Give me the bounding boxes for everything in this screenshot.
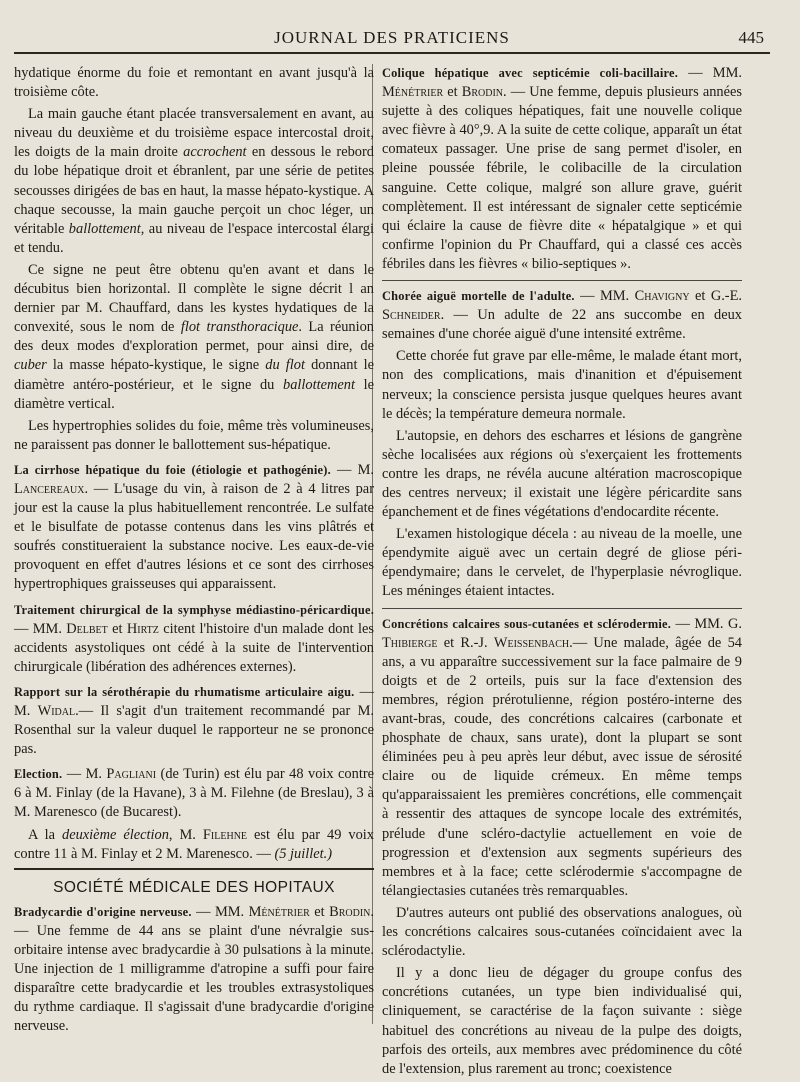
article-title: Rapport sur la sérothérapie du rhumatisme articulaire aigu. xyxy=(14,684,355,699)
article-title: Chorée aiguë mortelle de l'adulte. xyxy=(382,289,575,304)
page-number: 445 xyxy=(738,28,764,47)
author: Hirtz xyxy=(126,620,159,637)
article-title: Bradycardie d'origine nerveuse. xyxy=(14,904,192,919)
author: Brodin xyxy=(329,903,371,920)
paragraph: hydatique énorme du foie et remontant en avant jusqu'à la troisième côte. xyxy=(14,65,374,101)
paragraph: L'autopsie, en dehors des escharres et lésions de gangrène sèche localisées aux régions où s'exerçaient les frottements contre les draps, ne révéla aucune altération macroscopique des centres nerveux; il existait une légère péricardite sans épanchement et de fines végétations d'endocardite récente. xyxy=(382,427,742,521)
paragraph: Il y a donc lieu de dégager du groupe confus des concrétions cutanées, un type bien individualisé qui, cliniquement, se caractérise de la façon suivante : siège habituel des concrétions au niveau de la pulpe des doigts, parfois des orteils, aux membres avec prédominence du côté de l'extension, plus rarement au tronc; coexistence xyxy=(382,965,742,1077)
journal-title: JOURNAL DES PRATICIENS xyxy=(274,28,510,47)
author: Thibierge xyxy=(382,634,438,651)
article-separator xyxy=(382,280,742,281)
article-title: Election. xyxy=(14,767,63,782)
article-separator xyxy=(382,608,742,609)
paragraph: A la deuxième élection, M. Filehne est élu par 49 voix contre 11 à M. Finlay et 2 M. Marenesco. — (5 juillet.) xyxy=(14,826,374,862)
paragraph: Cette chorée fut grave par elle-même, le malade étant mort, non des complications, mais d'inanition et d'épuisement nerveux; la conscience persista jusque quelques heures avant le décès; la température demeura normale. xyxy=(382,348,742,422)
author: Weissenbach xyxy=(493,634,570,651)
article-election: Election. — M. Pagliani (de Turin) est élu par 48 voix contre 6 à M. Finlay (de la Havane), 3 à M. Filehne (de Breslau), 3 à M. Marenesco (de Bucarest). xyxy=(14,766,374,821)
author: Pagliani xyxy=(106,766,157,783)
author: Lancereaux xyxy=(14,480,85,497)
paragraph: L'examen histologique décela : au niveau de la moelle, une épendymite aiguë avec un certain degré de gliose péri-épendymaire; dans le cervelet, de l'hyperplasie névroglique. Les méninges étaient intactes. xyxy=(382,526,742,600)
article-cirrhose: La cirrhose hépatique du foie (étiologie et pathogénie). — M. Lancereaux. — L'usage du vin, à raison de 2 à 4 litres par jour est la cause la plus habituellement rencontrée. Le sulfate et le bisulfate de potasse contenus dans les vins plâtrés et soufrés constitueraient la substance nocive. Les eaux-de-vie provoquent en effet d'autres lésions et ce sont des cirrhoses hypertrophiques graisseuses qui apparaissent. xyxy=(14,461,374,593)
paragraph: La main gauche étant placée transversalement en avant, au niveau du deuxième et du troisième espace intercostal droit, les doigts de la main droite accrochent en dessous le rebord du lobe hépatique droit et ébranlent, par une série de petites secousses dirigées de bas en haut, la masse hépato-kystique. A chaque secousse, la main gauche perçoit un choc léger, un véritable ballottement, au niveau de l'espace intercostal élargi et tendu. xyxy=(14,106,374,256)
society-heading: SOCIÉTÉ MÉDICALE DES HOPITAUX xyxy=(53,878,335,896)
author: Delbet xyxy=(66,620,108,637)
author: Ménétrier xyxy=(248,903,310,920)
author: Schneider xyxy=(382,307,441,324)
author: Widal xyxy=(37,703,76,719)
author: Brodin xyxy=(461,84,504,101)
article-symphyse: Traitement chirurgical de la symphyse médiastino-péricardique. — MM. Delbet et Hirtz citent l'histoire d'un malade dont les accidents asystoliques ont cédé à la suite de l'intervention chirurgicale (libération des adhérences externes). xyxy=(14,602,374,675)
running-header xyxy=(14,26,770,54)
paragraph: Ce signe ne peut être obtenu qu'en avant et dans le décubitus bien horizontal. Il complète le signe décrit l an dernier par M. Chauffard, dans les kystes hydatiques de la convexité, sous le nom de flot transthoracique. La réunion des deux modes d'exploration permet, pour ainsi dire, de cuber la masse hépato-kystique, le signe du flot donnant le diamètre antéro-postérieur, et le signe du ballottement le diamètre vertical. xyxy=(14,261,374,412)
author: Chavigny xyxy=(634,288,690,305)
article-bradycardie: Bradycardie d'origine nerveuse. — MM. Ménétrier et Brodin. — Une femme de 44 ans se plaint d'une névralgie sus-orbitaire intense avec bradycardie à 30 pulsations à la minute. Une injection de 1 milligramme d'atropine a suffi pour faire disparaître cette bradycardie et les troubles extrasystoliques du rythme cardiaque. Il s'agissait d'une bradycardie d'origine nerveuse. xyxy=(14,903,374,1035)
article-title: Traitement chirurgical de la symphyse médiastino-péricardique. xyxy=(14,602,374,617)
article-colique: Colique hépatique avec septicémie coli-bacillaire. — MM. Ménétrier et Brodin. — Une femme, depuis plusieurs années sujette à des coliques hépatiques, fait une nouvelle colique avec fièvre à 40°,9. A la suite de cette colique, apparaît un état comateux passager. Une prise de sang permet d'isoler, en pleine poussée fébrile, le colibacille de la circulation sanguine. Cette colique, malgré son allure grave, guérit complètement. Il est intéressant de signaler cette septicémie qui éclaire la cause de fièvre dite « hépatalgique » et qui confirme l'opinion du Pr Chauffard, qui a classé ces accès fébriles dans les fièvres « bilio-septiques ». xyxy=(382,65,742,272)
section-rule xyxy=(14,868,374,870)
paragraph: D'autres auteurs ont publié des observations analogues, où les concrétions calcaires sous-cutanées coïncidaient avec la sclérodactylie. xyxy=(382,904,742,960)
article-serotherapie: Rapport sur la sérothérapie du rhumatisme articulaire aigu. — M. Widal.— Il s'agit d'un traitement recommandé par M. Rosenthal sur la valeur duquel le rapporteur ne se prononce pas. xyxy=(14,683,374,758)
article-concretions: Concrétions calcaires sous-cutanées et sclérodermie. — MM. G. Thibierge et R.-J. Weissenbach.— Une malade, âgée de 54 ans, a vu apparaître successivement sur la face palmaire de 9 doigts et de 2 orteils, puis sur la face d'extension des membres, région prérotulienne, région postéro-interne des avant-bras, coude, des concrétions calcaires (carbonate et phosphate de chaux, sans urate), dont la plupart se sont éliminées peu à peu après leur début, avec issue de sérosité claire ou de liquide crémeux. En même temps qu'apparaissaient les premières concrétions, elle commençait à ressentir des attaques de syncope locale des extrémités, prélude d'une scléro-dactylie actuellement en voie de progression et d'extension aux segments supérieurs des membres et à la face; cette sclérodermie s'accompagne de télangiectasies cutanées très remarquables. xyxy=(382,615,742,899)
article-choree: Chorée aiguë mortelle de l'adulte. — MM. Chavigny et G.-E. Schneider. — Un adulte de 22 ans succombe en deux semaines d'une chorée aiguë d'une intensité extrême. xyxy=(382,288,742,343)
right-column xyxy=(382,64,742,1082)
article-title: La cirrhose hépatique du foie (étiologie et pathogénie). xyxy=(14,462,331,477)
article-title: Concrétions calcaires sous-cutanées et sclérodermie. xyxy=(382,616,672,631)
left-column xyxy=(14,64,374,1040)
author: Ménétrier xyxy=(382,84,444,101)
paragraph: Les hypertrophies solides du foie, même très volumineuses, ne paraissent pas donner le ballottement sus-hépatique. xyxy=(14,417,374,453)
article-title: Colique hépatique avec septicémie coli-bacillaire. xyxy=(382,66,679,80)
